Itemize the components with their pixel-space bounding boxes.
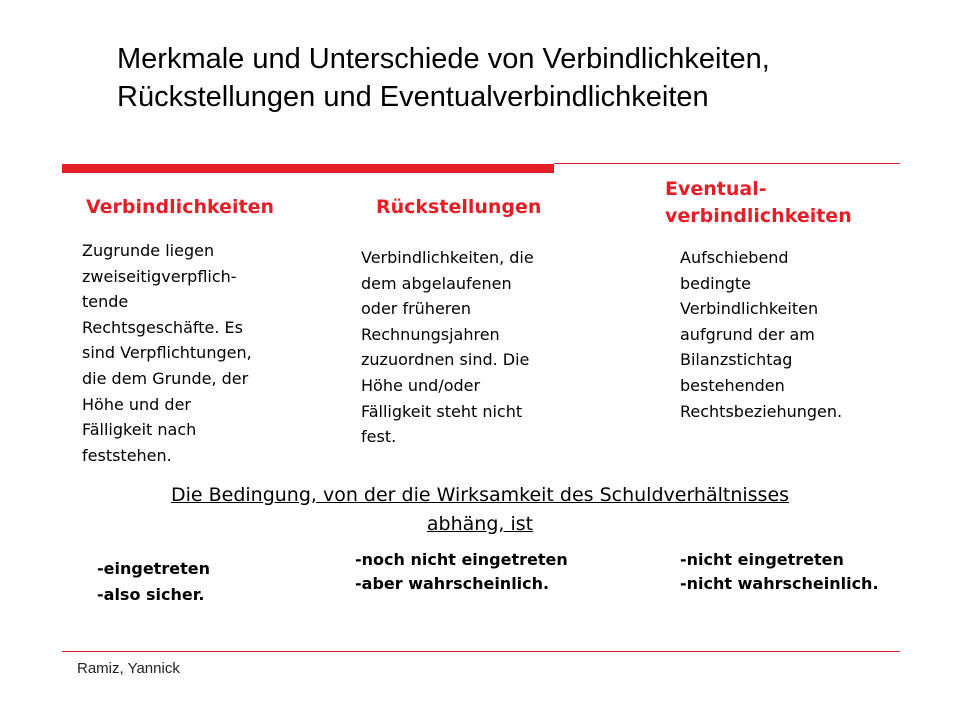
title-line-2: Rückstellungen und Eventualverbindlichkeiten [117, 81, 709, 113]
title-line-1: Merkmale und Unterschiede von Verbindlichkeiten, [117, 43, 770, 75]
condition-statement: Die Bedingung, von der die Wirksamkeit des Schuldverhältnisses abhäng, ist [170, 484, 790, 535]
footer-rule [62, 651, 900, 652]
condition-verbindlichkeiten: -eingetreten -also sicher. [97, 559, 210, 604]
accent-rule-thick [62, 164, 554, 173]
accent-rule-thin [554, 163, 900, 164]
condition-rueckstellungen: -noch nicht eingetreten -aber wahrscheinlich. [355, 550, 568, 593]
description-rueckstellungen: Verbindlichkeiten, die dem abgelaufenen oder früheren Rechnungsjahren zuzuordnen sind. Die Höhe und/oder Fälligkeit steht nicht fest. [361, 248, 534, 447]
description-eventualverbindlichkeiten: Aufschiebend bedingte Verbindlichkeiten aufgrund der am Bilanzstichtag bestehenden Rechtsbeziehungen. [680, 248, 843, 421]
description-verbindlichkeiten: Zugrunde liegen zweiseitigverpflich- tende Rechtsgeschäfte. Es sind Verpflichtungen, die dem Grunde, der Höhe und der Fälligkeit nach feststehen. [82, 241, 252, 465]
heading-verbindlichkeiten: Verbindlichkeiten [86, 196, 274, 218]
heading-eventualverbindlichkeiten: Eventual- verbindlichkeiten [665, 178, 852, 227]
slide-title [117, 40, 937, 116]
heading-rueckstellungen: Rückstellungen [376, 196, 542, 218]
footer-author: Ramiz, Yannick [77, 660, 180, 677]
condition-eventualverbindlichkeiten: -nicht eingetreten -nicht wahrscheinlich. [680, 550, 879, 593]
